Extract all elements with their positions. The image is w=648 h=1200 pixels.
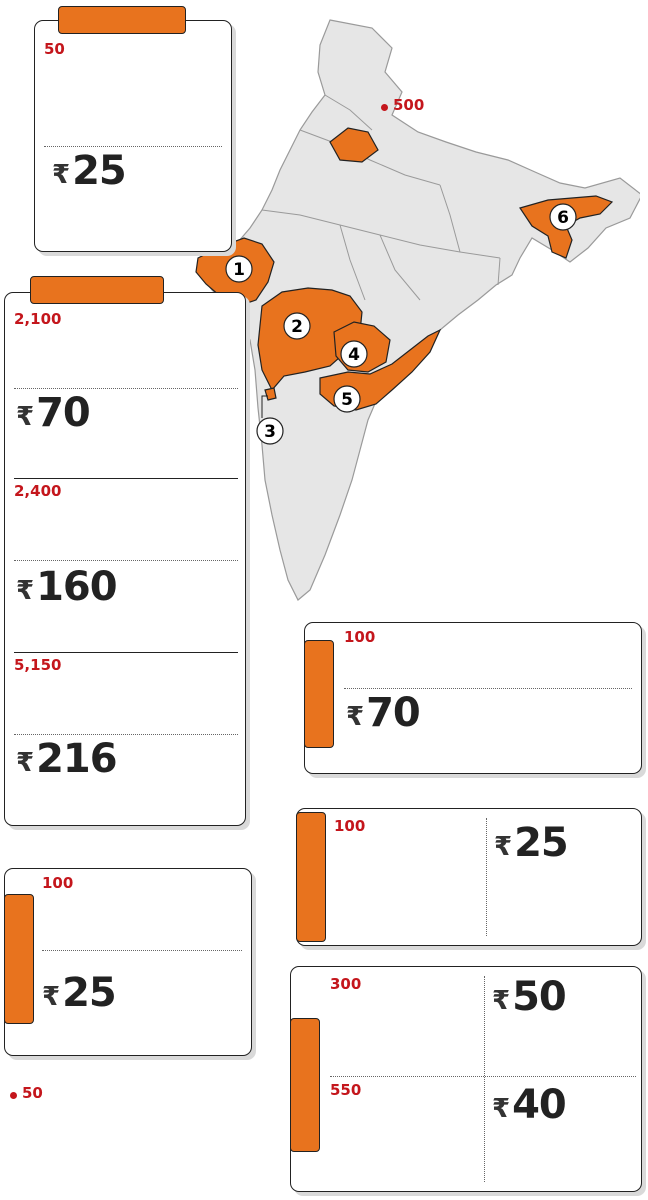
- telangana-tag: [290, 1018, 320, 1152]
- goa-divider: [42, 950, 242, 951]
- gujarat-amount-value: 25: [72, 148, 126, 194]
- svg-text:3: 3: [264, 422, 276, 442]
- telangana-divider-h: [330, 1076, 636, 1077]
- rupee-symbol: ₹: [16, 576, 35, 606]
- uttarakhand-line2: [393, 96, 643, 115]
- rupee-symbol: ₹: [346, 702, 365, 732]
- maharashtra-deal3: [14, 656, 242, 675]
- uttarakhand-note: [393, 96, 643, 115]
- goa-deal-line2: [42, 874, 248, 893]
- uttarakhand-bullet: [381, 104, 388, 111]
- telangana-divider-v: [484, 976, 485, 1182]
- maharashtra-bond1-amount: [16, 392, 94, 434]
- marker-4: [341, 341, 367, 367]
- svg-text:4: 4: [348, 345, 360, 365]
- marker-5: [334, 386, 360, 412]
- uttarakhand-count: 500: [393, 96, 425, 114]
- karnataka-bus-count: 50: [22, 1084, 43, 1102]
- maharashtra-separator-1: [14, 478, 238, 479]
- rupee-symbol: ₹: [16, 748, 35, 778]
- maharashtra-deal1-line3: [14, 310, 242, 329]
- maharashtra-tag: [30, 276, 164, 304]
- telangana-bond2-amount: [492, 1084, 570, 1126]
- andhra-amount-value: 25: [514, 820, 568, 866]
- maharashtra-amount-3: 216: [36, 736, 117, 782]
- assam-tag: [304, 640, 334, 748]
- andhra-bus-count: 100: [334, 817, 366, 835]
- goa-bus-count: 100: [42, 874, 74, 892]
- marker-6: [550, 204, 576, 230]
- gujarat-divider: [44, 146, 222, 147]
- assam-bond-amount: [346, 692, 424, 734]
- goa-amount-value: 25: [62, 970, 116, 1016]
- maharashtra-amount-1: 70: [36, 390, 90, 436]
- rupee-symbol: ₹: [42, 982, 61, 1012]
- svg-text:1: 1: [233, 260, 245, 280]
- assam-bus-count: 100: [344, 628, 376, 646]
- rupee-symbol: ₹: [492, 1094, 511, 1124]
- assam-divider: [344, 688, 632, 689]
- maharashtra-amount-2: 160: [36, 564, 117, 610]
- goa-deal: [42, 874, 248, 893]
- telangana-card: [290, 966, 642, 1192]
- maharashtra-deal1: [14, 310, 242, 329]
- goa-tag: [4, 894, 34, 1024]
- maharashtra-bus-count-3: 5,150: [14, 656, 62, 674]
- andhra-tag: [296, 812, 326, 942]
- rupee-symbol: ₹: [494, 832, 513, 862]
- assam-amount-value: 70: [366, 690, 420, 736]
- rupee-symbol: ₹: [16, 402, 35, 432]
- andhra-divider: [486, 818, 487, 936]
- karnataka-line2: [22, 1084, 284, 1103]
- svg-text:6: 6: [557, 208, 569, 228]
- assam-deal: [344, 628, 634, 647]
- svg-text:2: 2: [291, 317, 303, 337]
- telangana-amount-1: 50: [512, 974, 566, 1020]
- gujarat-bus-count: 50: [44, 40, 65, 58]
- maharashtra-bond3-amount: [16, 738, 121, 780]
- telangana-bus-count-1: 300: [330, 975, 362, 993]
- telangana-deal2: [330, 1082, 480, 1101]
- telangana-bus-count-2: 550: [330, 1081, 362, 1099]
- assam-deal-line2: [344, 628, 634, 647]
- andhra-deal-line3: [334, 818, 484, 837]
- gujarat-deal: [44, 40, 230, 59]
- telangana-amount-2: 40: [512, 1082, 566, 1128]
- telangana-bond1-amount: [492, 976, 570, 1018]
- telangana-deal2-line3: [330, 1082, 480, 1101]
- goa-bond-amount: [42, 972, 120, 1014]
- svg-text:5: 5: [341, 390, 353, 410]
- rupee-symbol: ₹: [52, 160, 71, 190]
- maharashtra-bus-count-1: 2,100: [14, 310, 62, 328]
- maharashtra-deal3-line2: [14, 656, 242, 675]
- marker-1: [226, 256, 252, 282]
- gujarat-tag: [58, 6, 186, 34]
- maharashtra-divider-2: [14, 560, 238, 561]
- maharashtra-separator-2: [14, 652, 238, 653]
- karnataka-bullet: [10, 1092, 17, 1099]
- telangana-deal1: [330, 976, 480, 995]
- maharashtra-bus-count-2: 2,400: [14, 482, 62, 500]
- gujarat-deal-line2: [44, 40, 230, 59]
- marker-2: [284, 313, 310, 339]
- maharashtra-bond2-amount: [16, 566, 121, 608]
- telangana-deal1-line3: [330, 976, 480, 995]
- maharashtra-deal2-line3: [14, 482, 242, 501]
- maharashtra-divider-3: [14, 734, 238, 735]
- gujarat-bond-amount: [52, 150, 130, 192]
- goa-card: [4, 868, 252, 1056]
- karnataka-note: [22, 1084, 284, 1103]
- andhra-deal: [334, 818, 484, 837]
- rupee-symbol: ₹: [492, 986, 511, 1016]
- maharashtra-divider-1: [14, 388, 238, 389]
- andhra-bond-amount: [494, 822, 572, 864]
- maharashtra-deal2: [14, 482, 242, 501]
